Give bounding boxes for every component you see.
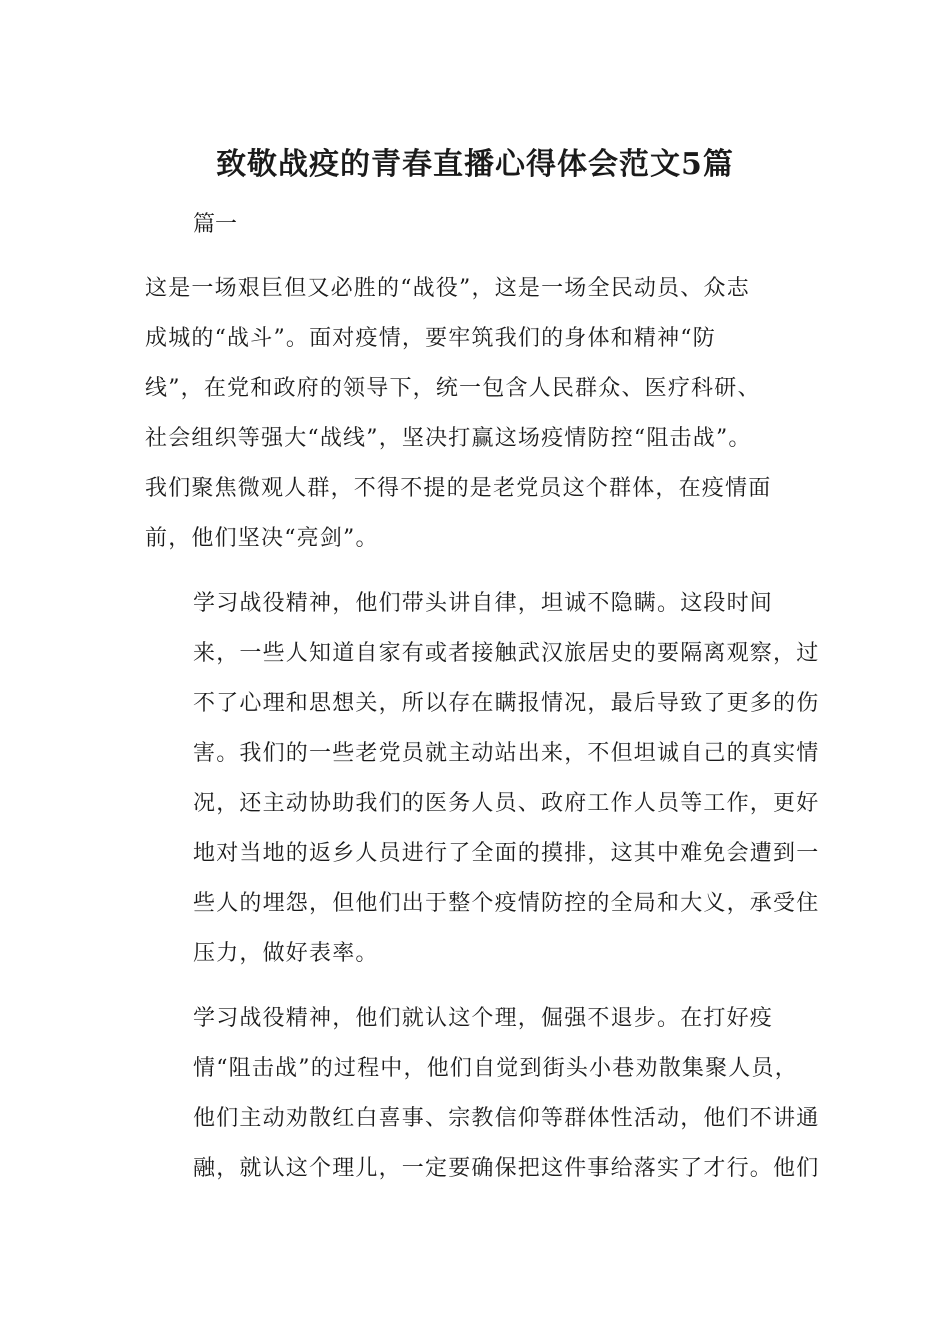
- paragraph-3: [145, 994, 820, 1194]
- text-line: 线”，在党和政府的领导下，统一包含人民群众、医疗科研、: [145, 376, 761, 401]
- text-line: 害。我们的一些老党员就主动站出来，不但坦诚自己的真实情: [193, 741, 820, 766]
- paragraph-2: [145, 579, 820, 979]
- text-line: 这是一场艰巨但又必胜的“战役”，这是一场全民动员、众志: [145, 276, 750, 301]
- text-line: 来，一些人知道自家有或者接触武汉旅居史的要隔离观察，过: [193, 641, 820, 666]
- text-line: 学习战役精神，他们就认这个理，倔强不退步。在打好疫: [193, 1006, 774, 1031]
- text-line: 况，还主动协助我们的医务人员、政府工作人员等工作，更好: [193, 791, 820, 816]
- text-line: 地对当地的返乡人员进行了全面的摸排，这其中难免会遭到一: [193, 841, 820, 866]
- text-line: 他们主动劝散红白喜事、宗教信仰等群体性活动，他们不讲通: [193, 1106, 820, 1131]
- text-line: 些人的埋怨，但他们出于整个疫情防控的全局和大义，承受住: [193, 891, 820, 916]
- text-line: 不了心理和思想关，所以存在瞒报情况，最后导致了更多的伤: [193, 691, 820, 716]
- text-line: 我们聚焦微观人群，不得不提的是老党员这个群体，在疫情面: [145, 476, 772, 501]
- document-body: [145, 264, 820, 1209]
- text-line: 学习战役精神，他们带头讲自律，坦诚不隐瞒。这段时间: [193, 591, 774, 616]
- text-line: 情“阻击战”的过程中，他们自觉到街头小巷劝散集聚人员，: [193, 1056, 798, 1081]
- text-line: 社会组织等强大“战线”，坚决打赢这场疫情防控“阻击战”。: [145, 426, 752, 451]
- paragraph-1: [145, 264, 805, 564]
- text-line: 前，他们坚决“亮剑”。: [145, 526, 379, 551]
- text-line: 融，就认这个理儿，一定要确保把这件事给落实了才行。他们: [193, 1156, 820, 1181]
- text-line: 压力，做好表率。: [193, 941, 379, 966]
- text-line: 成城的“战斗”。面对疫情，要牢筑我们的身体和精神“防: [145, 326, 716, 351]
- section-label: 篇一: [193, 212, 238, 237]
- document-title: 致敬战疫的青春直播心得体会范文5篇: [216, 147, 734, 182]
